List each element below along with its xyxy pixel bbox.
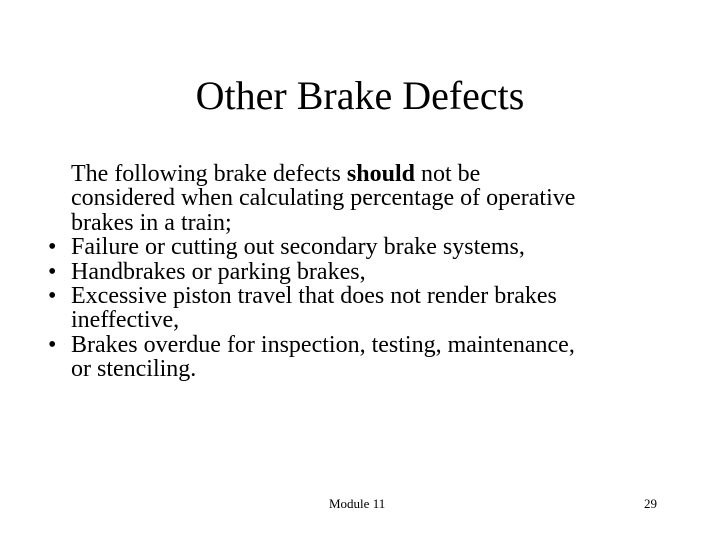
bullet-item: • Failure or cutting out secondary brake systems, xyxy=(48,234,525,261)
bullet-icon: • xyxy=(48,331,57,358)
bullet-item-continuation: ineffective, xyxy=(71,307,180,334)
intro-line: The following brake defects should not be xyxy=(71,161,481,187)
bullet-item: • Excessive piston travel that does not render brakes xyxy=(48,283,557,310)
slide-title: Other Brake Defects xyxy=(195,73,525,118)
bullet-icon: • xyxy=(48,258,57,285)
bullet-item: • Handbrakes or parking brakes, xyxy=(48,258,366,285)
slide-body xyxy=(48,162,688,382)
footer-module-label: Module 11 xyxy=(329,496,386,511)
page-number: 29 xyxy=(644,496,657,511)
bullet-item: • Brakes overdue for inspection, testing, maintenance, xyxy=(48,331,575,358)
bullet-icon: • xyxy=(48,234,57,261)
bullet-icon: • xyxy=(48,283,57,310)
bullet-item-continuation: or stenciling. xyxy=(71,356,197,383)
intro-line: brakes in a train; xyxy=(71,209,232,236)
intro-line: considered when calculating percentage of operative xyxy=(71,185,576,212)
emphasis-should: should xyxy=(346,161,415,187)
